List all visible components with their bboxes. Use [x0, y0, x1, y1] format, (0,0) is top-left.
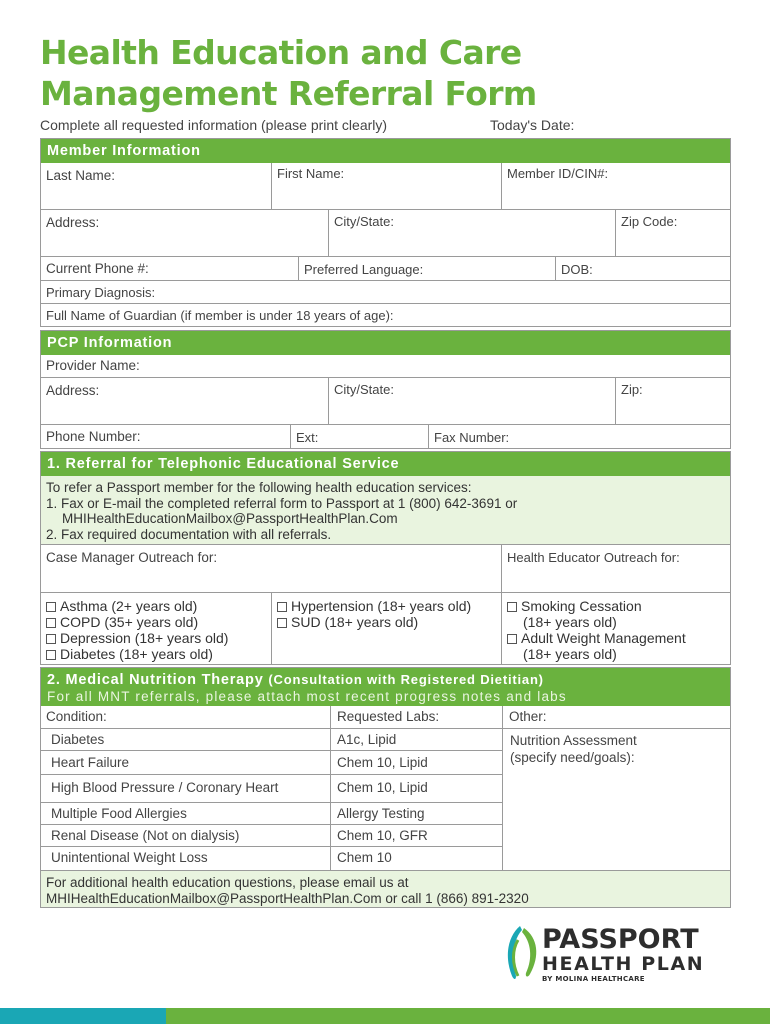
option-copd-label: COPD (35+ years old)	[60, 614, 199, 630]
mnt-heading-bar	[41, 668, 730, 706]
option-diabetes[interactable]	[46, 646, 266, 662]
table-row	[41, 824, 502, 846]
table-row	[41, 750, 502, 774]
pcp-information-heading: PCP Information	[41, 331, 730, 355]
checkbox-adult-weight-management[interactable]	[507, 634, 517, 644]
mnt-condition-heart-failure: Heart Failure	[51, 755, 130, 770]
member-address-label: Address:	[46, 215, 100, 230]
first-name-label: First Name:	[277, 166, 345, 181]
option-adult-weight-management-age: (18+ years old)	[523, 646, 617, 662]
pcp-address-field[interactable]	[41, 378, 328, 424]
mnt-condition-header: Condition:	[46, 709, 107, 724]
member-id-field[interactable]	[501, 163, 730, 209]
member-id-label: Member ID/CIN#:	[507, 166, 609, 181]
pcp-ext-label: Ext:	[296, 430, 319, 445]
mnt-condition-high-blood-pressure: High Blood Pressure / Coronary Heart	[51, 780, 279, 795]
pcp-city-state-field[interactable]	[328, 378, 615, 424]
footer-bar-green	[166, 1008, 770, 1024]
pcp-information-section	[40, 330, 731, 449]
pcp-phone-field[interactable]	[41, 425, 290, 448]
dob-field[interactable]	[555, 257, 730, 280]
option-smoking-cessation[interactable]	[507, 598, 725, 614]
logo-text-passport: PASSPORT	[542, 924, 699, 955]
checkbox-diabetes[interactable]	[46, 650, 56, 660]
pcp-ext-field[interactable]	[290, 425, 428, 448]
option-asthma[interactable]	[46, 598, 266, 614]
member-row-address	[41, 209, 730, 256]
mnt-labs-header: Requested Labs:	[337, 709, 440, 724]
pcp-city-state-label: City/State:	[334, 382, 394, 397]
checkbox-hypertension[interactable]	[277, 602, 287, 612]
case-manager-outreach-label: Case Manager Outreach for:	[46, 550, 218, 565]
mnt-other-header: Other:	[509, 709, 547, 724]
mnt-condition-weight-loss: Unintentional Weight Loss	[51, 850, 208, 865]
option-depression-label: Depression (18+ years old)	[60, 630, 229, 646]
nutrition-assessment-hint: (specify need/goals):	[510, 750, 635, 765]
mnt-labs-renal-disease: Chem 10, GFR	[337, 828, 428, 843]
pcp-row-provider	[41, 355, 730, 377]
member-information-heading: Member Information	[41, 139, 730, 163]
preferred-language-field[interactable]	[298, 257, 555, 280]
option-diabetes-label: Diabetes (18+ years old)	[60, 646, 213, 662]
mnt-condition-renal-disease: Renal Disease (Not on dialysis)	[51, 828, 240, 843]
todays-date-field[interactable]: Today's Date:	[490, 117, 575, 133]
referral-instruction-step2: 2. Fax required documentation with all referrals.	[46, 526, 332, 542]
checkbox-depression[interactable]	[46, 634, 56, 644]
title-line-1: Health Education and Care	[40, 33, 522, 72]
mnt-heading-title: 2. Medical Nutrition Therapy	[47, 672, 264, 688]
footer-bar-teal	[0, 1008, 166, 1024]
member-information-section	[40, 138, 731, 327]
health-educator-outreach-field[interactable]	[501, 545, 730, 592]
mnt-heading-subtitle: (Consultation with Registered Dietitian)	[268, 672, 544, 687]
member-row-guardian	[41, 303, 730, 326]
mnt-condition-food-allergies: Multiple Food Allergies	[51, 806, 187, 821]
mnt-labs-weight-loss: Chem 10	[337, 850, 392, 865]
member-zip-label: Zip Code:	[621, 214, 678, 229]
mnt-labs-diabetes: A1c, Lipid	[337, 732, 397, 747]
pcp-row-address	[41, 377, 730, 424]
current-phone-field[interactable]	[41, 257, 298, 280]
member-row-contact	[41, 256, 730, 280]
option-adult-weight-management[interactable]	[507, 630, 725, 646]
referral-instruction-intro: To refer a Passport member for the following health education services:	[46, 480, 472, 495]
referral-instructions	[41, 476, 730, 544]
logo-text-health-plan: HEALTH PLAN	[542, 953, 705, 975]
form-instructions: Complete all requested information (please print clearly)	[40, 117, 388, 133]
pcp-phone-label: Phone Number:	[46, 429, 141, 444]
member-row-names	[41, 163, 730, 209]
mnt-table	[41, 706, 730, 870]
telephonic-referral-section	[40, 451, 731, 665]
option-adult-weight-management-label: Adult Weight Management	[521, 630, 686, 646]
pcp-zip-field[interactable]	[615, 378, 730, 424]
provider-name-label: Provider Name:	[46, 358, 140, 373]
nutrition-assessment-label: Nutrition Assessment	[510, 733, 637, 748]
case-manager-outreach-field[interactable]	[41, 545, 501, 592]
mnt-footer-line2: MHIHealthEducationMailbox@PassportHealthPlan.Com or call 1 (866) 891-2320	[46, 890, 529, 906]
health-educator-outreach-label: Health Educator Outreach for:	[507, 550, 680, 565]
current-phone-label: Current Phone #:	[46, 261, 149, 276]
passport-health-plan-logo	[498, 922, 728, 984]
mnt-condition-diabetes: Diabetes	[51, 732, 105, 747]
logo-text-molina: BY MOLINA HEALTHCARE	[542, 975, 645, 983]
logo-mark-icon	[498, 922, 542, 984]
last-name-label: Last Name:	[46, 168, 116, 183]
mnt-labs-high-blood-pressure: Chem 10, Lipid	[337, 780, 428, 795]
option-hypertension-label: Hypertension (18+ years old)	[291, 598, 472, 614]
mnt-labs-food-allergies: Allergy Testing	[337, 806, 425, 821]
option-asthma-label: Asthma (2+ years old)	[60, 598, 198, 614]
primary-diagnosis-field[interactable]	[41, 281, 730, 303]
case-manager-options	[41, 593, 271, 664]
referral-instruction-step1: 1. Fax or E-mail the completed referral form to Passport at 1 (800) 642-3691 or	[46, 495, 518, 511]
preferred-language-label: Preferred Language:	[304, 262, 424, 277]
member-city-state-field[interactable]	[328, 210, 615, 256]
health-educator-options	[501, 593, 730, 664]
pcp-fax-field[interactable]	[428, 425, 730, 448]
last-name-field[interactable]	[41, 163, 271, 209]
checkbox-copd[interactable]	[46, 618, 56, 628]
pcp-address-label: Address:	[46, 383, 100, 398]
first-name-field[interactable]	[271, 163, 501, 209]
option-sud-label: SUD (18+ years old)	[291, 614, 419, 630]
table-row	[41, 774, 502, 798]
member-address-field[interactable]	[41, 210, 328, 256]
pcp-fax-label: Fax Number:	[434, 430, 510, 445]
member-city-state-label: City/State:	[334, 214, 394, 229]
dob-label: DOB:	[561, 262, 593, 277]
mnt-note: For all MNT referrals, please attach most recent progress notes and labs	[47, 689, 567, 704]
option-sud[interactable]	[277, 614, 496, 630]
checkbox-smoking-cessation[interactable]	[507, 602, 517, 612]
primary-diagnosis-label: Primary Diagnosis:	[46, 285, 156, 300]
mnt-section	[40, 667, 731, 908]
checkbox-asthma[interactable]	[46, 602, 56, 612]
mnt-footer-line1: For additional health education questions, please email us at	[46, 875, 409, 890]
nutrition-assessment-field[interactable]	[503, 728, 730, 870]
pcp-row-phone	[41, 424, 730, 448]
outreach-options-row	[41, 592, 730, 664]
guardian-name-field[interactable]	[41, 304, 730, 326]
member-zip-field[interactable]	[615, 210, 730, 256]
provider-name-field[interactable]	[41, 355, 730, 377]
mnt-heading	[47, 671, 724, 689]
outreach-row	[41, 544, 730, 592]
case-manager-options-2	[271, 593, 501, 664]
member-row-diagnosis	[41, 280, 730, 303]
pcp-zip-label: Zip:	[621, 382, 643, 397]
referral-email: MHIHealthEducationMailbox@PassportHealthPlan.Com	[62, 511, 398, 526]
table-row	[41, 802, 502, 824]
option-depression[interactable]	[46, 630, 266, 646]
mnt-footer	[41, 870, 730, 907]
guardian-name-label: Full Name of Guardian (if member is under 18 years of age):	[46, 308, 394, 323]
telephonic-referral-heading: 1. Referral for Telephonic Educational Service	[41, 452, 730, 476]
table-row	[41, 728, 502, 750]
option-hypertension[interactable]	[277, 598, 496, 614]
form-title	[40, 32, 640, 114]
mnt-labs-heart-failure: Chem 10, Lipid	[337, 755, 428, 770]
checkbox-sud[interactable]	[277, 618, 287, 628]
table-row	[41, 846, 502, 870]
title-line-2: Management Referral Form	[40, 74, 537, 113]
option-copd[interactable]	[46, 614, 266, 630]
option-smoking-cessation-label: Smoking Cessation	[521, 598, 642, 614]
option-smoking-cessation-age: (18+ years old)	[523, 614, 617, 630]
